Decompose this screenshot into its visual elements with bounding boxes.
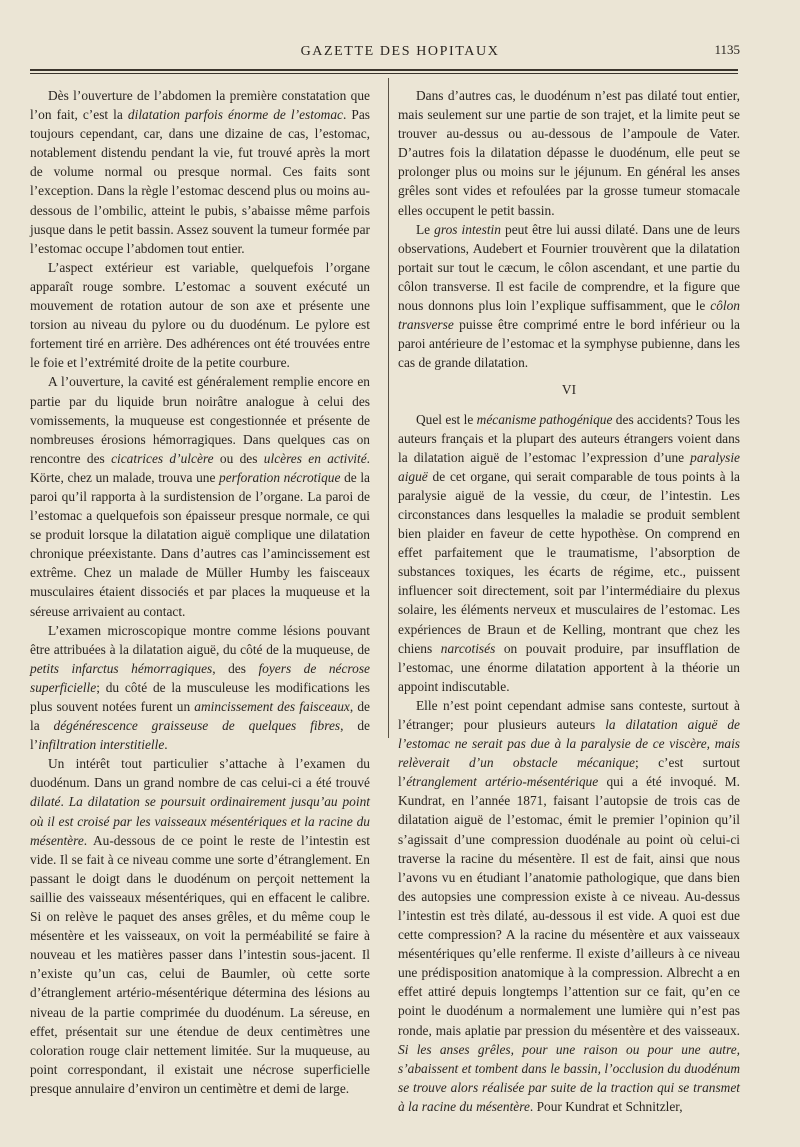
italic-text: la dilatation aiguë de l’estomac ne serait pas due à la paralysie de ce viscère, mais relèverait d’un obstacle mécanique — [398, 717, 740, 771]
paragraph — [30, 621, 370, 755]
text-run: Le — [416, 221, 435, 237]
header-rule-thin — [30, 73, 738, 74]
running-title: GAZETTE DES HOPITAUX — [300, 44, 500, 59]
italic-text: foyers de nécrose superficielle — [30, 660, 370, 695]
text-run: . Körte, chez un malade, trouva une — [30, 450, 371, 485]
text-run: on pouvait produire, par insufflation de l’estomac, une énorme dilatation apportent à la théorie un appoint indiscutable. — [398, 640, 740, 694]
text-run: . — [60, 794, 69, 810]
italic-text: amincissement des faisceaux — [194, 699, 350, 714]
text-run: puisse être comprimé entre le bord inférieur ou la paroi antérieure de l’estomac et la symphyse pubienne, dans les cas de grande dilatation. — [398, 317, 740, 371]
text-run: . Au-dessous de ce point le reste de l’intestin est vide. Il se fait à ce niveau comme une sorte d’étranglement. En passant le doigt dans le duodénum on perçoit nettement la saillie des vaisseaux mésentériques, qui en effacent le calibre. Si on relève le paquet des anses grêles, et du même coup le mésentère et les vaisseaux, on voit la perméabilité se faire à nouveau et les matières passer dans l’intestin sous-jacent. Il n’existe qu’un cas, celui de Baumler, où cette sorte d’étranglement artério-mésentérique détermina des lésions au niveau de la partie comprimée du duodénum. La séreuse, en effet, présentait sur une étendue de deux centimètres une coloration rouge clair nettement limitée. Sur la muqueuse, au point correspondant, il existait une nécrose superficielle presque annulaire d’environ un centimètre et demi de large. — [30, 832, 370, 1096]
left-column-paragraphs — [30, 86, 370, 1098]
right-column-paragraphs-after — [398, 410, 740, 1116]
text-run: ; du côté de la musculeuse les modifications les plus souvent notées furent un — [30, 679, 370, 714]
right-column-paragraphs-before — [398, 86, 740, 372]
italic-text: dilatation parfois énorme de l’estomac — [127, 107, 343, 123]
text-run: L’examen microscopique montre comme lésions pouvant être attribuées à la dilatation aiguë, du côté de la muqueuse, de — [30, 622, 370, 657]
text-run: . Pas toujours cependant, car, dans une dizaine de cas, l’estomac, notablement distendu pendant la vie, fut trouvé après la mort de volume normal ou presque normal. Ces faits sont l’exception. Dans la règle l’estomac descend plus ou moins au-dessous de l’ombilic, atteint le pubis, s’abaisse même parfois jusque dans le petit bassin. Assez souvent la tumeur formée par l’estomac occupe l’abdomen tout entier. — [30, 107, 370, 256]
italic-text: perforation nécrotique — [219, 469, 341, 485]
italic-text: infiltration interstitielle — [38, 737, 165, 753]
paragraph — [30, 86, 370, 258]
text-run: , de la — [30, 699, 370, 734]
paragraph — [398, 220, 740, 373]
text-run: . — [164, 737, 168, 753]
header-rule-thick — [30, 69, 738, 71]
text-run: des accidents? Tous les auteurs français et la plupart des auteurs étrangers voient dans la dilatation aiguë de l’estomac l’expression d’une — [398, 411, 740, 465]
text-run: , de l’ — [30, 718, 370, 753]
text-run: , des — [212, 660, 259, 676]
section-number: VI — [561, 382, 577, 398]
left-column — [30, 86, 370, 1098]
text-run: ou des — [213, 450, 264, 466]
text-run: Elle n’est point cependant admise sans conteste, surtout à l’étranger; pour plusieurs auteurs — [398, 697, 740, 732]
paragraph — [398, 410, 740, 696]
text-run: Dans d’autres cas, le duodénum n’est pas dilaté tout entier, mais seulement sur une partie de son trajet, et la limite peut se trouver au-dessus ou au-dessous de l’ampoule de Vater. D’autres fois la dilatation dépasse le duodénum, elle peut se prolonger plus ou moins sur le jéjunum. En général les anses grêles sont vides et refoulées par la grosse tumeur stomacale elles occupent le petit bassin. — [398, 88, 740, 218]
italic-text: paralysie aiguë — [398, 449, 740, 484]
paragraph — [30, 258, 370, 373]
text-run: Un intérêt tout particulier s’attache à l’examen du duodénum. Dans un grand nombre de cas celui-ci a été trouvé — [30, 756, 370, 791]
page-number: 1135 — [714, 42, 740, 57]
paragraph — [398, 696, 740, 1116]
text-run: de la paroi qu’il rapporta à la surdistension de l’organe. La paroi de l’estomac a quelquefois son épaisseur presque normale, ce qui se produit lorsque la dilatation aiguë complique une dilatation chronique préexistante. Dans d’autres cas l’amincissement est extrême. Chez un malade de Müller Humby les faisceaux musculaires étaient dissociés et par places la muqueuse et la séreuse arrivaient au contact. — [30, 469, 371, 619]
text-run: Quel est le — [416, 411, 477, 427]
paragraph — [398, 86, 740, 220]
paragraph — [30, 754, 370, 1098]
italic-text: petits infarctus hémorragiques — [30, 660, 213, 676]
italic-text: côlon transverse — [398, 298, 740, 333]
italic-text: dilaté — [30, 794, 61, 810]
italic-text: ulcères en activité — [263, 450, 367, 466]
right-column — [398, 86, 740, 1116]
italic-text: gros intestin — [434, 221, 501, 237]
italic-text: narcotisés — [440, 640, 496, 656]
italic-text: étranglement artério-mésentérique — [406, 774, 599, 790]
text-run: peut être lui aussi dilaté. Dans une de leurs observations, Audebert et Fournier trouvèrent que la dilatation portait sur tout le cæcum, le côlon ascendant, et une partie du côlon transverse. Il est facile de comprendre, et la figure que nous donnons plus loin l’explique suffisamment, que le — [398, 221, 741, 314]
text-run: Dès l’ouverture de l’abdomen la première constatation que l’on fait, c’est la — [30, 88, 370, 123]
page-header — [60, 42, 740, 66]
paragraph — [30, 372, 370, 620]
italic-text: La dilatation se poursuit ordinairement jusqu’au point où il est croisé par les vaisseaux mésentériques et la racine du mésentère — [30, 794, 371, 848]
text-run: . Pour Kundrat et Schnitzler, — [529, 1098, 683, 1114]
text-run: L’aspect extérieur est variable, quelquefois l’organe apparaît rouge sombre. L’estomac a souvent exécuté un mouvement de rotation autour de son axe et présente une torsion au niveau du pylore ou du duodénum. Le pylore est fortement tiré en arrière. Des adhérences ont été trouvées entre le foie et l’extrémité droite de la petite courbure. — [30, 259, 370, 371]
column-divider — [388, 78, 389, 738]
italic-text: dégénérescence graisseuse de quelques fibres — [53, 718, 341, 734]
text-run: qui a été invoqué. M. Kundrat, en l’année 1871, faisant l’autopsie de trois cas de dilatation aiguë de l’estomac, émit le premier l’opinion qu’il s’agissait d’une compression duodénale au point où celui-ci traverse la racine du mésentère. Il est de fait, ainsi que nous l’avons vu en étudiant l’anatomie pathologique, que dans bien des autopsies une compression existe à ce niveau. Au-dessus l’intestin est très dilaté, au-dessous il est vide. A quoi est due cette compression? A la racine du mésentère et aux vaisseaux mésentériques qu’elle renferme. Il existe d’ailleurs à ce niveau une prédisposition anatomique à la compression. Albrecht a en effet attiré depuis longtemps l’attention sur ce fait, qu’en ce point le duodénum a normalement une lumière qui n’est pas ronde, mais aplatie par pression du mésentère et des vaisseaux. — [398, 774, 740, 1038]
italic-text: Si les anses grêles, pour une raison ou pour une autre, s’abaissent et tombent dans le bassin, l’occlusion du duodénum se trouve alors réalisée par suite de la traction qui se transmet à la racine du mésentère — [398, 1041, 740, 1114]
text-run: de cet organe, qui serait comparable de tous points à la paralysie aiguë de la vessie, du cœur, de l’intestin. Les circonstances dans lesquelles la maladie se produit semblent bien plaider en faveur de cette hypothèse. On comprend en effet parfaitement que le traumatisme, l’absorption de substances toxiques, les écarts de régime, etc., puissent influencer soit directement, soit par l’intermédiaire du plexus solaire, les éléments nerveux et musculaires de l’estomac. Les expériences de Braun et de Kelling, montrant que chez les chiens — [398, 468, 740, 656]
italic-text: cicatrices d’ulcère — [111, 450, 214, 466]
text-run: A l’ouverture, la cavité est généralement remplie encore en partie par du liquide brun noirâtre analogue à celui des vomissements, la muqueuse est congestionnée et présente de nombreuses érosions hémorragiques. Dans quelques cas on rencontre des — [30, 374, 370, 466]
italic-text: mécanisme pathogénique — [476, 411, 613, 427]
text-run: ; c’est surtout l’ — [398, 755, 740, 790]
